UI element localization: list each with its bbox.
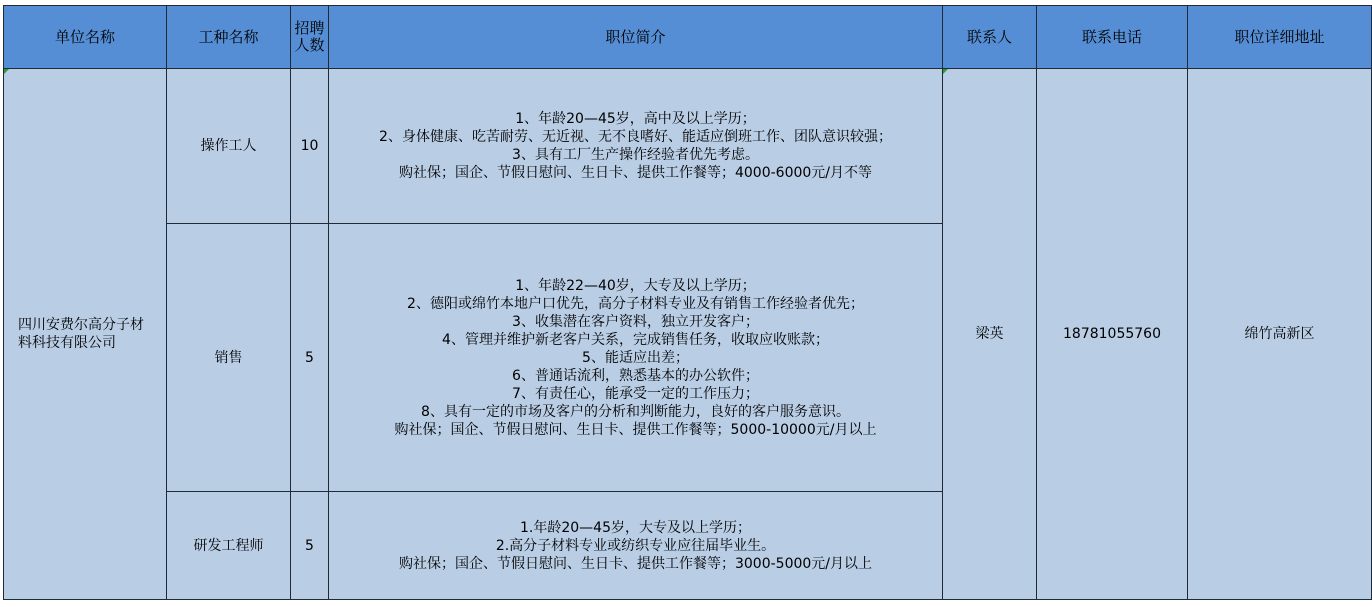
comment-indicator-icon (4, 69, 9, 74)
job-count-cell[interactable]: 5 (291, 492, 329, 600)
header-job-type[interactable]: 工种名称 (167, 6, 291, 69)
job-description-cell[interactable]: 1.年龄20—45岁，大专及以上学历； 2.高分子材料专业或纺织专业应往届毕业生。 购社保；国企、节假日慰问、生日卡、提供工作餐等；3000-5000元/月以上 (329, 492, 943, 600)
address-cell[interactable]: 绵竹高新区 (1188, 69, 1372, 600)
header-phone[interactable]: 联系电话 (1037, 6, 1188, 69)
header-contact[interactable]: 联系人 (943, 6, 1037, 69)
job-title-cell[interactable]: 研发工程师 (167, 492, 291, 600)
job-count-cell[interactable]: 5 (291, 224, 329, 492)
company-cell[interactable]: 四川安费尔高分子材料科技有限公司 (4, 69, 167, 600)
header-count[interactable]: 招聘人数 (291, 6, 329, 69)
job-listing-table (3, 5, 1372, 600)
job-title-cell[interactable]: 销售 (167, 224, 291, 492)
comment-indicator-icon (943, 69, 948, 74)
job-description-cell[interactable]: 1、年龄22—40岁，大专及以上学历； 2、德阳或绵竹本地户口优先，高分子材料专业及有销售工作经验者优先； 3、收集潜在客户资料，独立开发客户； 4、管理并维护新老客户关系，完成销售任务，收取应收账款； 5、能适应出差； 6、普通话流利，熟悉基本的办公软件； 7、有责任心，能承受一定的工作压力； 8、具有一定的市场及客户的分析和判断能力，良好的客户服务意识。 购社保；国企、节假日慰问、生日卡、提供工作餐等；5000-10000元/月以上 (329, 224, 943, 492)
table-row (4, 69, 1372, 224)
header-company[interactable]: 单位名称 (4, 6, 167, 69)
header-description[interactable]: 职位简介 (329, 6, 943, 69)
job-count-cell[interactable]: 10 (291, 69, 329, 224)
phone-cell[interactable]: 18781055760 (1037, 69, 1188, 600)
job-description-cell[interactable]: 1、年龄20—45岁，高中及以上学历； 2、身体健康、吃苦耐劳、无近视、无不良嗜好、能适应倒班工作、团队意识较强； 3、具有工厂生产操作经验者优先考虑。 购社保；国企、节假日慰问、生日卡、提供工作餐等；4000-6000元/月不等 (329, 69, 943, 224)
contact-cell[interactable]: 梁英 (943, 69, 1037, 600)
job-title-cell[interactable]: 操作工人 (167, 69, 291, 224)
header-address[interactable]: 职位详细地址 (1188, 6, 1372, 69)
header-row (4, 6, 1372, 69)
